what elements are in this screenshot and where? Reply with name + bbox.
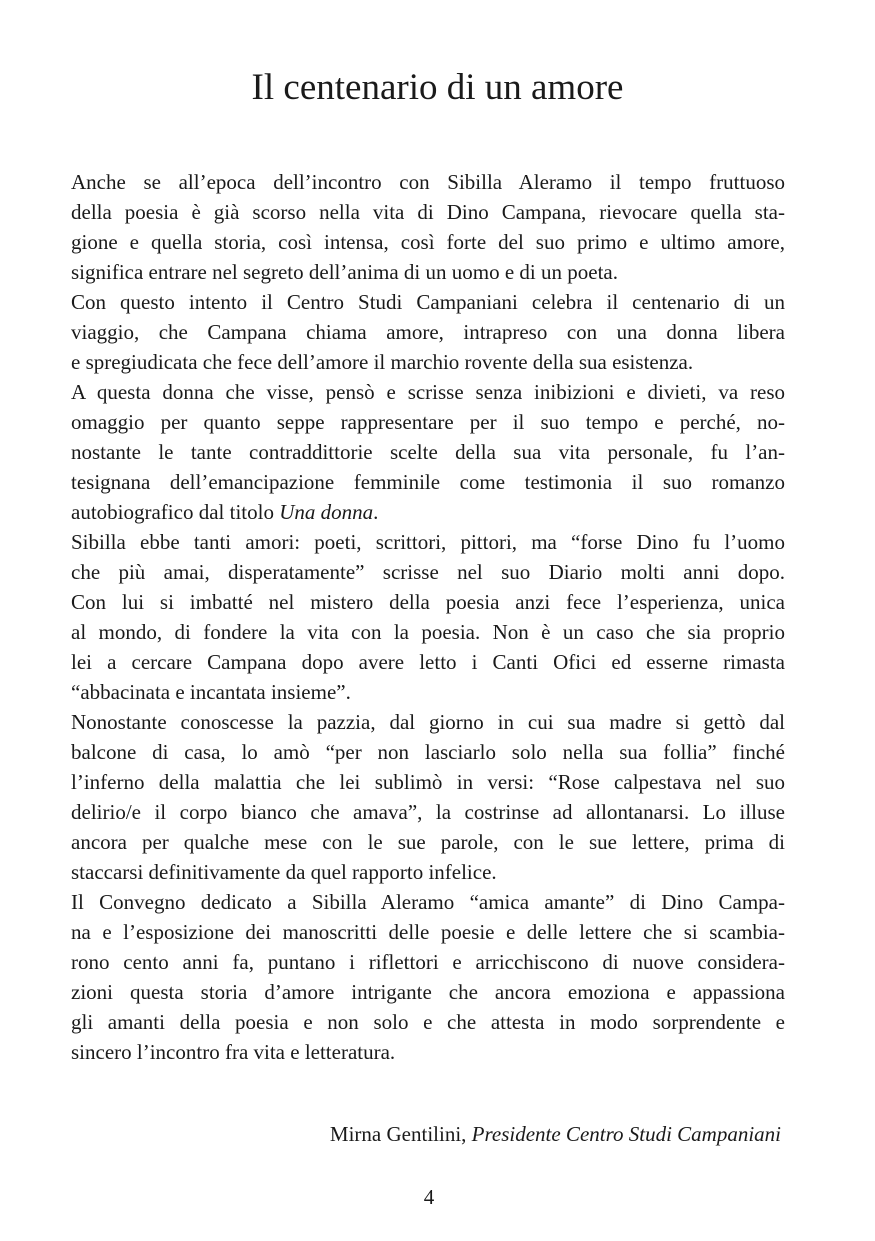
text-line: ancora per qualche mese con le sue parole, con le sue lettere, prima di (71, 830, 785, 854)
text-line (71, 497, 785, 527)
text-line: Anche se all’epoca dell’incontro con Sibilla Aleramo il tempo fruttuoso (71, 170, 785, 194)
text-line: sincero l’incontro fra vita e letteratura. (71, 1040, 396, 1064)
text-line: al mondo, di fondere la vita con la poesia. Non è un caso che sia proprio (71, 620, 785, 644)
page-title: Il centenario di un amore (251, 67, 624, 108)
text-line: tesignana dell’emancipazione femminile come testimonia il suo romanzo (71, 470, 785, 494)
text-line: nostante le tante contraddittorie scelte della sua vita personale, fu l’an- (71, 440, 785, 464)
text-line: A questa donna che visse, pensò e scrisse senza inibizioni e divieti, va reso (71, 380, 785, 404)
text-line: Sibilla ebbe tanti amori: poeti, scrittori, pittori, ma “forse Dino fu l’uomo (71, 530, 785, 554)
text-line: rono cento anni fa, puntano i riflettori e arricchiscono di nuove considera- (71, 950, 785, 974)
signature (330, 1119, 781, 1149)
text-line: gli amanti della poesia e non solo e che attesta in modo sorprendente e (71, 1010, 785, 1034)
text-line: viaggio, che Campana chiama amore, intrapreso con una donna libera (71, 320, 785, 344)
text-fragment: autobiografico dal titolo (71, 500, 280, 524)
article-body (71, 167, 785, 1067)
page-number: 4 (423, 1185, 435, 1209)
text-line: na e l’esposizione dei manoscritti delle poesie e delle lettere che si scambia- (71, 920, 785, 944)
text-line: zioni questa storia d’amore intrigante che ancora emoziona e appassiona (71, 980, 785, 1004)
text-line: significa entrare nel segreto dell’anima di un uomo e di un poeta. (71, 260, 618, 284)
text-line: Con lui si imbatté nel mistero della poesia anzi fece l’esperienza, unica (71, 590, 785, 614)
text-line: lei a cercare Campana dopo avere letto i Canti Ofici ed esserne rimasta (71, 650, 785, 674)
text-line: delirio/e il corpo bianco che amava”, la costrinse ad allontanarsi. Lo illuse (71, 800, 785, 824)
text-fragment: . (373, 500, 379, 524)
text-line: che più amai, disperatamente” scrisse nel suo Diario molti anni dopo. (71, 560, 785, 584)
author-role: Presidente Centro Studi Campaniani (471, 1122, 781, 1146)
text-line: “abbacinata e incantata insieme”. (71, 680, 351, 704)
text-line: staccarsi definitivamente da quel rapporto infelice. (71, 860, 497, 884)
text-line: della poesia è già scorso nella vita di Dino Campana, rievocare quella sta- (71, 200, 785, 224)
book-title: Una donna (279, 500, 374, 524)
text-line: Nonostante conoscesse la pazzia, dal giorno in cui sua madre si gettò dal (71, 710, 785, 734)
text-line: Il Convegno dedicato a Sibilla Aleramo “amica amante” di Dino Campa- (71, 890, 785, 914)
text-line: omaggio per quanto seppe rappresentare per il suo tempo e perché, no- (71, 410, 785, 434)
text-line: gione e quella storia, così intensa, così forte del suo primo e ultimo amore, (71, 230, 785, 254)
text-line: balcone di casa, lo amò “per non lasciarlo solo nella sua follia” finché (71, 740, 785, 764)
text-line: l’inferno della malattia che lei sublimò in versi: “Rose calpestava nel suo (71, 770, 785, 794)
text-line: Con questo intento il Centro Studi Campaniani celebra il centenario di un (71, 290, 785, 314)
author-name: Mirna Gentilini, (329, 1122, 467, 1146)
text-line: e spregiudicata che fece dell’amore il marchio rovente della sua esistenza. (71, 350, 694, 374)
